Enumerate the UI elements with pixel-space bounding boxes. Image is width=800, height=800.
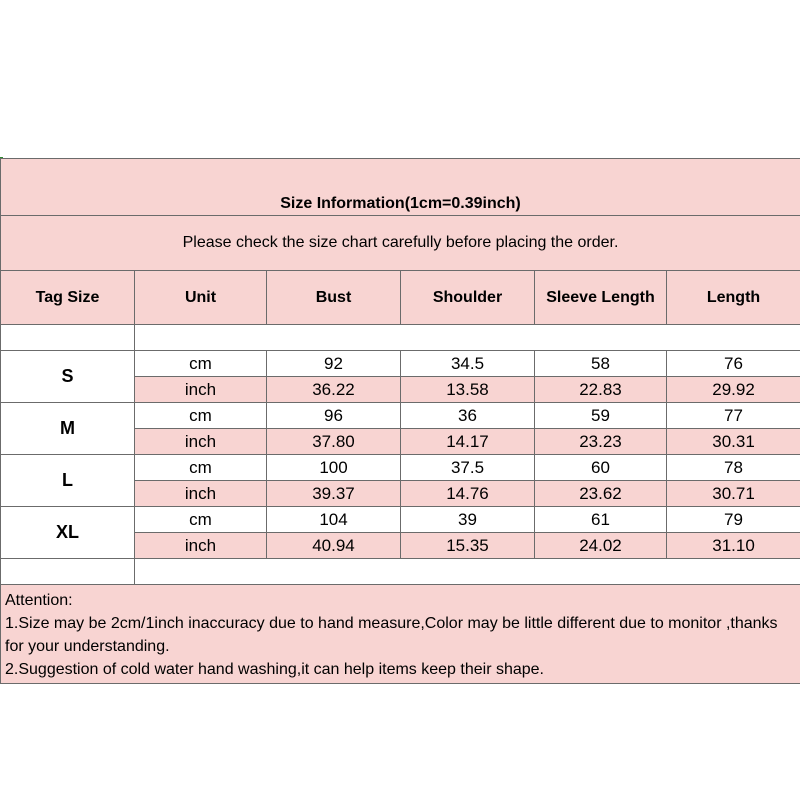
note-item: 1.Size may be 2cm/1inch inaccuracy due to hand measure,Color may be little different due to monitor ,thanks for your understanding. <box>5 615 778 655</box>
shoulder-cell: 34.5 <box>401 351 535 377</box>
header-sleeve-length: Sleeve Length <box>535 271 667 325</box>
table-row <box>1 455 800 481</box>
shoulder-cell: 36 <box>401 403 535 429</box>
table-row <box>1 507 800 533</box>
sleeve-length-cell: 22.83 <box>535 377 667 403</box>
length-cell: 31.10 <box>667 533 800 559</box>
bust-cell: 100 <box>267 455 401 481</box>
header-bust: Bust <box>267 271 401 325</box>
table-row <box>1 403 800 429</box>
sleeve-length-cell: 61 <box>535 507 667 533</box>
spacer-row <box>135 325 800 351</box>
sleeve-length-cell: 23.62 <box>535 481 667 507</box>
unit-cell: inch <box>135 429 267 455</box>
length-cell: 79 <box>667 507 800 533</box>
shoulder-cell: 15.35 <box>401 533 535 559</box>
notes-heading: Attention: <box>5 592 73 609</box>
unit-cell: cm <box>135 403 267 429</box>
shoulder-cell: 13.58 <box>401 377 535 403</box>
shoulder-cell: 39 <box>401 507 535 533</box>
unit-cell: inch <box>135 377 267 403</box>
bust-cell: 40.94 <box>267 533 401 559</box>
header-tag-size: Tag Size <box>1 271 135 325</box>
note-item: 2.Suggestion of cold water hand washing,it can help items keep their shape. <box>5 661 544 678</box>
unit-cell: cm <box>135 455 267 481</box>
header-unit: Unit <box>135 271 267 325</box>
sleeve-length-cell: 23.23 <box>535 429 667 455</box>
bust-cell: 36.22 <box>267 377 401 403</box>
header-length: Length <box>667 271 800 325</box>
table-row <box>1 351 800 377</box>
spacer-tag-column <box>1 325 135 351</box>
shoulder-cell: 14.17 <box>401 429 535 455</box>
bust-cell: 37.80 <box>267 429 401 455</box>
length-cell: 30.31 <box>667 429 800 455</box>
header-row <box>1 271 800 325</box>
tag-size-m: M <box>1 403 135 455</box>
tag-size-l: L <box>1 455 135 507</box>
bust-cell: 92 <box>267 351 401 377</box>
sleeve-length-cell: 60 <box>535 455 667 481</box>
header-shoulder: Shoulder <box>401 271 535 325</box>
unit-cell: inch <box>135 533 267 559</box>
bust-cell: 39.37 <box>267 481 401 507</box>
shoulder-cell: 14.76 <box>401 481 535 507</box>
size-chart-table <box>0 158 800 684</box>
bust-cell: 96 <box>267 403 401 429</box>
tag-size-xl: XL <box>1 507 135 559</box>
length-cell: 30.71 <box>667 481 800 507</box>
length-cell: 76 <box>667 351 800 377</box>
length-cell: 29.92 <box>667 377 800 403</box>
bust-cell: 104 <box>267 507 401 533</box>
spacer-row <box>135 559 800 585</box>
sleeve-length-cell: 59 <box>535 403 667 429</box>
sleeve-length-cell: 24.02 <box>535 533 667 559</box>
length-cell: 78 <box>667 455 800 481</box>
chart-subtitle: Please check the size chart carefully before placing the order. <box>1 216 800 271</box>
notes-section <box>1 585 800 684</box>
tag-size-s: S <box>1 351 135 403</box>
sleeve-length-cell: 58 <box>535 351 667 377</box>
unit-cell: cm <box>135 351 267 377</box>
length-cell: 77 <box>667 403 800 429</box>
chart-title: Size Information(1cm=0.39inch) <box>1 159 800 216</box>
spacer-tag-column <box>1 559 135 585</box>
shoulder-cell: 37.5 <box>401 455 535 481</box>
unit-cell: inch <box>135 481 267 507</box>
unit-cell: cm <box>135 507 267 533</box>
